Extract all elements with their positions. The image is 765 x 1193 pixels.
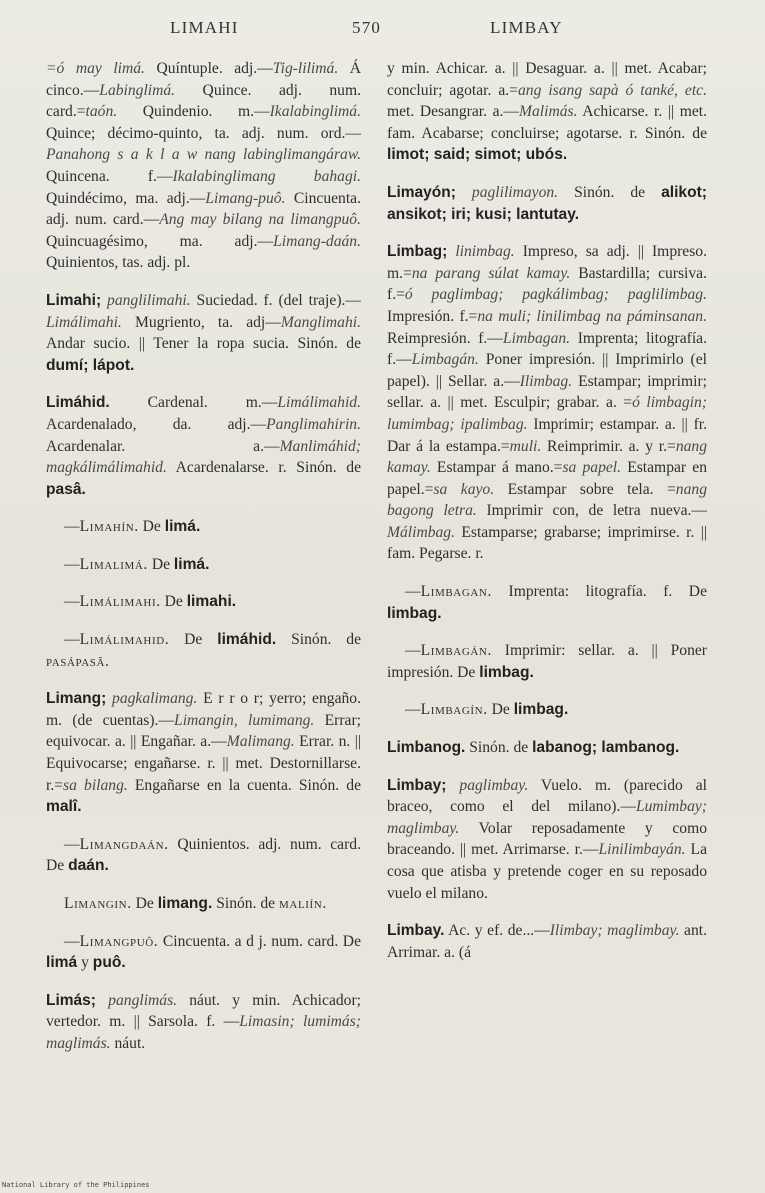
sub-entry: —Limbagán. Imprimir: sellar. a. || Poner impresión. De limbag. (387, 642, 707, 681)
entry-continuation: =ó may limá. Quíntuple. adj.—Tig-lilimá. Á cinco.—Labinglimá. Quince. adj. num. card.=taón. Quindenio. m.—Ikalabinglimá. Quince; décimo-quinto, ta. adj. num. ord.—Panahong s a k l a w nang labinglimangáraw. Quincena. f.—Ikalabinglimang bahagi. Quindécimo, ma. adj.—Limang-puô. Cincuenta. adj. num. card.—Ang may bilang na limangpuô. Quincuagésimo, ma. adj.—Limang-daán. Quinientos, tas. adj. pl. (46, 60, 361, 272)
sub-entry: —Limbagín. De limbag. (405, 701, 569, 719)
dictionary-entry: Limás; panglimás. náut. y min. Achicador; vertedor. m. || Sarsola. f. —Limasin; lumimás; maglimás. náut. (46, 991, 361, 1052)
header-right-guideword: LIMBAY (490, 18, 563, 37)
dictionary-entry: Limayón; paglilimayon. Sinón. de alikot; ansikot; iri; kusi; lantutay. (387, 183, 707, 223)
header-left-guideword: LIMAHI (170, 18, 239, 37)
sub-entry: —Limahín. De limá. (64, 518, 201, 536)
page-number: 570 (352, 18, 382, 37)
dictionary-entry: Limáhid. Cardenal. m.—Limálimahid. Acardenalado, da. adj.—Panglimahirin. Acardenalar. a.—Manlimáhid; magkálimálimahid. Acardenalarse. r. Sinón. de pasâ. (46, 394, 361, 498)
sub-entry: —Limangdaán. Quinientos. adj. num. card. De daán. (46, 835, 361, 875)
entry-continuation: y min. Achicar. a. || Desaguar. a. || met. Acabar; concluir; agotar. a.=ang isang sapà ó tanké, etc. met. Desangrar. a.—Malimás. Achicarse. r. || met. fam. Acabarse; concluirse; agotarse. r. Sinón. de limot; said; simot; ubós. (387, 60, 708, 164)
sub-entry: —Limalimá. De limá. (64, 555, 210, 573)
sub-entry: —Limálimahi. De limahi. (64, 593, 237, 611)
right-column (387, 58, 707, 979)
left-column (46, 58, 361, 1071)
dictionary-entry: Limang; pagkalimang. E r r o r; yerro; engaño. m. (de cuentas).—Limangin, lumimang. Errar; equivocar. a. || Engañar. a.—Malimang. Errar. n. || Equivocarse; engañarse. r. || met. Destornillarse. r.=sa bilang. Engañarse en la cuenta. Sinón. de malî. (46, 690, 362, 816)
footer-credit: National Library of the Philippines (2, 1181, 150, 1189)
page-header (0, 18, 765, 48)
dictionary-entry: Limbay; paglimbay. Vuelo. m. (parecido al braceo, como el del milano).—Lumimbay; maglimbay. Volar reposadamente y como braceando. || met. Arrimarse. r.—Linilimbayán. La cosa que atisba y pretende coger en su reposado vuelo el milano. (387, 776, 707, 902)
dictionary-entry: Limbag; linimbag. Impreso, sa adj. || Impreso. m.=na parang súlat kamay. Bastardilla; cursiva. f.=ó paglimbag; pagkálimbag; paglilimbag. Impresión. f.=na muli; linilimbag na páminsanan. Reimpresión. f.—Limbagan. Imprenta; litografía. f.—Limbagán. Poner impresión. || Imprimirlo (el papel). || Sellar. a.—Ilimbag. Estampar; imprimir; sellar. a. || met. Esculpir; grabar. a. =ó limbagin; lumimbag; ipalimbag. Imprimir; estampar. a. || fr. Dar á la estampa.=muli. Reimprimir. a. y r.=nang kamay. Estampar á mano.=sa papel. Estampar en papel.=sa kayo. Estampar sobre tela. =nang bagong letra. Imprimir con, de letra nueva.—Málimbag. Estamparse; grabarse; imprimirse. r. || fam. Pegarse. r. (387, 243, 708, 563)
dictionary-entry: Limbanog. Sinón. de labanog; lambanog. (387, 739, 680, 757)
dictionary-entry: Limahi; panglilimahi. Suciedad. f. (del traje).—Limálimahi. Mugriento, ta. adj—Manglimahi. Andar sucio. || Tener la ropa sucia. Sinón. de dumí; lápot. (46, 291, 361, 374)
dictionary-entry: Limbay. Ac. y ef. de...—Ilimbay; maglimbay. ant. Arrimar. a. (á (387, 922, 707, 961)
sub-entry: —Limangpuô. Cincuenta. a d j. num. card. De limá y puô. (46, 932, 361, 972)
sub-entry: —Limálimahid. De limáhid. Sinón. de pasápasâ. (46, 631, 362, 670)
sub-entry: Limangin. De limang. Sinón. de maliín. (64, 895, 327, 912)
sub-entry: —Limbagan. Imprenta: litografía. f. De limbag. (387, 583, 707, 622)
